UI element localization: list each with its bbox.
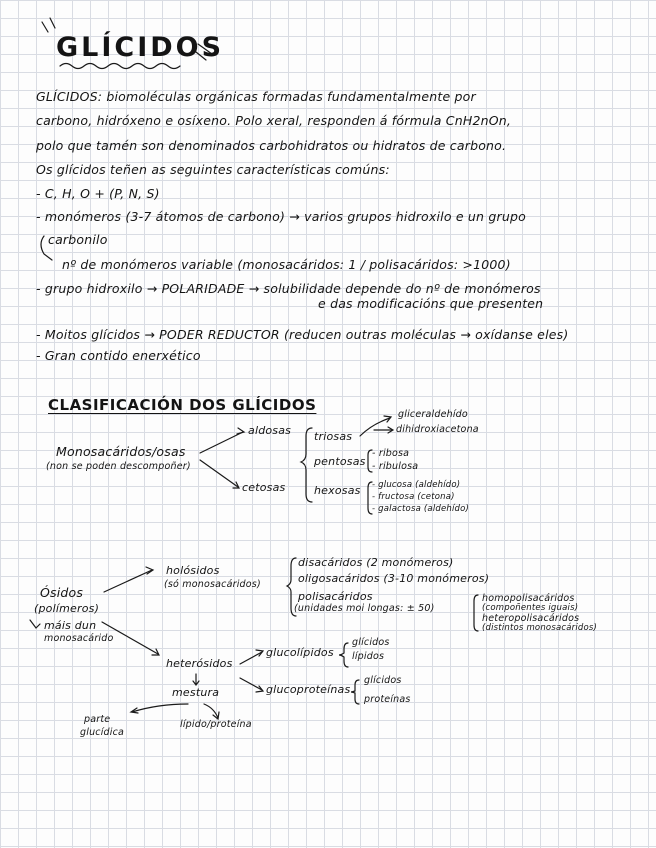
feature-polarity: - grupo hidroxilo → POLARIDADE → solubilidade depende do nº de monómeros: [36, 281, 541, 296]
brace-glucolipidos: [339, 643, 348, 667]
ribosa-label: - ribosa: [372, 448, 410, 459]
triosas-label: triosas: [314, 430, 353, 443]
title-flourish-left: [42, 18, 55, 32]
lipido-proteina-label: lípido/proteína: [180, 719, 252, 730]
hexosas-label: hexosas: [314, 484, 361, 497]
feature-reducing: - Moitos glícidos → PODER REDUCTOR (reducen outras moléculas → oxídanse eles): [36, 327, 569, 342]
pentosas-label: pentosas: [314, 455, 366, 468]
glucolipidos-label: glucolípidos: [266, 646, 334, 659]
polisacaridos-note: (unidades moi longas: ± 50): [294, 603, 435, 614]
intro-line-2: carbono, hidróxeno e osíxeno. Polo xeral, responden á fórmula CnH2nOn,: [36, 113, 512, 128]
intro-line-3: polo que tamén son denominados carbohidratos ou hidratos de carbono.: [36, 138, 507, 153]
homopolisacaridos-note: (compoñentes iguais): [482, 603, 579, 613]
feature-carbonilo: carbonilo: [48, 232, 108, 247]
title-wavy-underline: [60, 64, 180, 69]
monosaccharides-note: (non se poden descompoñer): [46, 461, 191, 472]
intro-line-4: Os glícidos teñen as seguintes características comúns:: [36, 162, 390, 177]
heterosidos-label: heterósidos: [166, 657, 233, 670]
holosidos-note: (só monosacáridos): [164, 579, 261, 590]
classification-heading: CLASIFICACIÓN DOS GLÍCIDOS: [48, 396, 317, 414]
parte-label: parte: [84, 714, 111, 725]
gliceraldehido-label: gliceraldehído: [398, 409, 468, 420]
osidos-label: Ósidos: [40, 585, 84, 600]
heteropolisacaridos-label: heteropolisacáridos: [482, 613, 580, 624]
feature-monomers: - monómeros (3-7 átomos de carbono) → varios grupos hidroxilo e un grupo: [36, 209, 526, 224]
arrow-to-cetosas: [200, 460, 238, 487]
ribulosa-label: - ribulosa: [372, 461, 419, 472]
arrow-triosas: [360, 418, 390, 436]
homopolisacaridos-label: homopolisacáridos: [482, 593, 575, 604]
glucoproteinas-glicidos: glícidos: [364, 675, 402, 686]
osidos-note-3: monosacárido: [44, 633, 114, 644]
intro-line-1: GLÍCIDOS: biomoléculas orgánicas formadas fundamentalmente por: [36, 89, 476, 104]
dihidroxiacetona-label: dihidroxiacetona: [396, 424, 479, 435]
osidos-note: (polímeros): [34, 602, 100, 615]
arrow-to-parte: [132, 704, 188, 712]
glucolipidos-lipidos: lípidos: [352, 651, 385, 662]
arrow-to-lipido: [204, 704, 218, 718]
arrow-to-aldosas: [200, 432, 243, 453]
arrow-to-glucoproteinas: [240, 678, 262, 690]
arrow-to-glucolipidos: [240, 652, 262, 664]
aldosas-label: aldosas: [248, 424, 292, 437]
fructosa-label: - fructosa (cetona): [372, 492, 455, 502]
page-title: GLÍCIDOS: [56, 32, 225, 63]
galactosa-label: - galactosa (aldehído): [372, 504, 470, 514]
glucosa-label: - glucosa (aldehído): [372, 480, 461, 490]
feature-elements: - C, H, O + (P, N, S): [36, 186, 160, 201]
cetosas-label: cetosas: [242, 481, 286, 494]
glucoproteinas-proteinas: proteínas: [364, 694, 411, 705]
osidos-arrow-note: [30, 620, 40, 628]
heteropolisacaridos-note: (distintos monosacáridos): [482, 623, 598, 633]
arrow-to-holosidos: [104, 570, 152, 592]
feature-polarity-cont: e das modificacións que presenten: [318, 296, 544, 311]
brace-osas-types: [301, 428, 312, 502]
monosaccharides-label: Monosacáridos/osas: [56, 444, 186, 459]
brace-glucoproteinas: [351, 680, 359, 704]
glucolipidos-glicidos: glícidos: [352, 637, 390, 648]
oligosacaridos-label: oligosacáridos (3-10 monómeros): [298, 572, 490, 585]
glucidica-label: glucídica: [80, 727, 125, 738]
glucoproteinas-label: glucoproteínas: [266, 683, 351, 696]
brace-polisacaridos: [474, 595, 478, 631]
mestura-label: mestura: [172, 686, 220, 699]
disacaridos-label: disacáridos (2 monómeros): [298, 556, 454, 569]
osidos-note-2: máis dun: [44, 619, 97, 632]
polisacaridos-label: polisacáridos: [298, 590, 373, 603]
feature-energy: - Gran contido enerxético: [36, 348, 201, 363]
feature-monomer-count: nº de monómeros variable (monosacáridos: 1 / polisacáridos: >1000): [62, 257, 511, 272]
holosidos-label: holósidos: [166, 564, 220, 577]
